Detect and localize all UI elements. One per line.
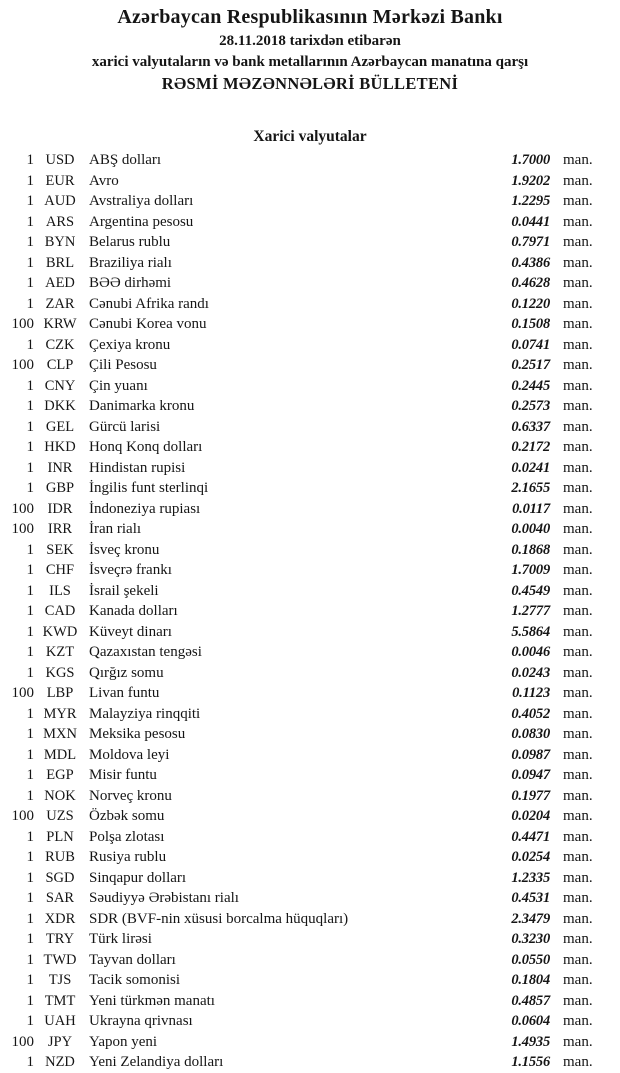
- rate-row: [0, 929, 620, 950]
- currency-name-cell: Hindistan rupisi: [89, 459, 186, 476]
- currency-name-cell: Tayvan dolları: [89, 951, 176, 968]
- quantity-cell: 1: [26, 398, 34, 414]
- currency-code-cell: DKK: [44, 398, 76, 414]
- currency-name-cell: ABŞ dolları: [89, 152, 162, 168]
- rate-row: [0, 909, 620, 930]
- currency-code-cell: MXN: [43, 726, 77, 742]
- rate-row: [0, 335, 620, 356]
- currency-code-cell: SGD: [45, 869, 75, 886]
- rate-value-cell: 0.1977: [511, 787, 550, 804]
- unit-cell: man.: [563, 541, 593, 558]
- quantity-cell: 1: [26, 992, 34, 1009]
- currency-name-cell: Braziliya rialı: [89, 254, 172, 271]
- rate-value-cell: 0.4549: [511, 582, 550, 599]
- currency-code-cell: PLN: [46, 828, 74, 845]
- rate-row: [0, 1052, 620, 1073]
- rate-row: [0, 827, 620, 848]
- currency-name-cell: Livan funtu: [89, 685, 160, 701]
- currency-name-cell: İsveç kronu: [89, 541, 160, 558]
- rate-row: [0, 150, 620, 171]
- quantity-cell: 1: [26, 193, 34, 209]
- unit-cell: man.: [563, 398, 593, 414]
- currency-code-cell: SEK: [46, 541, 74, 558]
- rate-value-cell: 1.2295: [511, 193, 550, 209]
- currency-name-cell: Yeni türkmən manatı: [89, 992, 215, 1009]
- rate-value-cell: 0.2517: [511, 357, 550, 373]
- quantity-cell: 100: [11, 357, 34, 373]
- unit-cell: man.: [563, 644, 593, 660]
- currency-name-cell: Argentina pesosu: [89, 213, 194, 230]
- quantity-cell: 1: [26, 705, 34, 722]
- currency-name-cell: İsveçrə frankı: [89, 562, 172, 578]
- unit-cell: man.: [563, 623, 593, 640]
- currency-code-cell: JPY: [47, 1033, 73, 1050]
- rate-value-cell: 0.4531: [511, 890, 550, 906]
- rate-value-cell: 0.0947: [511, 767, 550, 783]
- rate-row: [0, 581, 620, 602]
- rate-row: [0, 212, 620, 233]
- quantity-cell: 1: [26, 828, 34, 845]
- rate-row: [0, 253, 620, 274]
- exchange-rates-table: [0, 150, 620, 1073]
- currency-code-cell: UZS: [46, 808, 74, 824]
- unit-cell: man.: [563, 767, 593, 783]
- unit-cell: man.: [563, 1013, 593, 1029]
- currency-name-cell: Çin yuanı: [89, 377, 148, 394]
- rate-value-cell: 0.7971: [511, 234, 550, 250]
- rate-value-cell: 0.0241: [511, 459, 550, 476]
- rate-value-cell: 0.0117: [512, 500, 550, 517]
- quantity-cell: 1: [26, 152, 34, 168]
- rate-row: [0, 232, 620, 253]
- unit-cell: man.: [563, 603, 593, 619]
- currency-name-cell: İndoneziya rupiası: [89, 500, 201, 517]
- currency-name-cell: Malayziya rinqqiti: [89, 705, 201, 722]
- rate-value-cell: 0.2445: [511, 377, 550, 394]
- rate-value-cell: 0.0550: [511, 951, 550, 968]
- rate-row: [0, 786, 620, 807]
- unit-cell: man.: [563, 849, 593, 865]
- unit-cell: man.: [563, 787, 593, 804]
- rate-row: [0, 355, 620, 376]
- rate-row: [0, 806, 620, 827]
- rate-row: [0, 663, 620, 684]
- currency-code-cell: KRW: [43, 316, 77, 332]
- unit-cell: man.: [563, 152, 593, 168]
- currency-code-cell: BRL: [45, 254, 75, 271]
- unit-cell: man.: [563, 418, 593, 435]
- currency-code-cell: KZT: [45, 644, 75, 660]
- currency-name-cell: Səudiyyə Ərəbistanı rialı: [89, 890, 239, 906]
- quantity-cell: 1: [26, 582, 34, 599]
- rate-row: [0, 991, 620, 1012]
- rate-value-cell: 1.9202: [511, 172, 550, 189]
- rate-value-cell: 0.4471: [511, 828, 550, 845]
- rate-row: [0, 704, 620, 725]
- quantity-cell: 1: [26, 234, 34, 250]
- unit-cell: man.: [563, 992, 593, 1009]
- quantity-cell: 1: [26, 1054, 34, 1070]
- rate-row: [0, 1011, 620, 1032]
- rate-row: [0, 519, 620, 540]
- quantity-cell: 1: [26, 890, 34, 906]
- currency-name-cell: Gürcü larisi: [89, 418, 161, 435]
- rate-value-cell: 0.4628: [511, 275, 550, 291]
- currency-code-cell: CNY: [44, 377, 76, 394]
- rate-row: [0, 868, 620, 889]
- section-title-foreign-currencies: Xarici valyutalar: [253, 128, 367, 145]
- rate-value-cell: 0.6337: [511, 418, 550, 435]
- currency-code-cell: INR: [47, 459, 73, 476]
- currency-name-cell: Honq Konq dolları: [89, 439, 203, 455]
- unit-cell: man.: [563, 562, 593, 578]
- rate-value-cell: 1.7000: [511, 152, 550, 168]
- currency-code-cell: EGP: [46, 767, 74, 783]
- currency-name-cell: Cənubi Korea vonu: [89, 316, 207, 332]
- unit-cell: man.: [563, 828, 593, 845]
- unit-cell: man.: [563, 275, 593, 291]
- currency-name-cell: Norveç kronu: [89, 787, 172, 804]
- quantity-cell: 1: [26, 254, 34, 271]
- bulletin-subtitle: xarici valyutaların və bank metallarının Azərbaycan manatına qarşı: [91, 54, 529, 70]
- currency-code-cell: MYR: [43, 705, 77, 722]
- rate-value-cell: 1.7009: [511, 562, 550, 578]
- quantity-cell: 1: [26, 787, 34, 804]
- rate-value-cell: 0.0987: [511, 746, 550, 763]
- unit-cell: man.: [563, 295, 593, 312]
- rate-row: [0, 478, 620, 499]
- quantity-cell: 1: [26, 418, 34, 435]
- currency-code-cell: KWD: [42, 623, 78, 640]
- quantity-cell: 1: [26, 172, 34, 189]
- currency-code-cell: NOK: [44, 787, 76, 804]
- unit-cell: man.: [563, 336, 593, 353]
- rate-value-cell: 0.2573: [511, 398, 550, 414]
- currency-code-cell: CZK: [45, 336, 75, 353]
- quantity-cell: 1: [26, 562, 34, 578]
- effective-date-line: 28.11.2018 tarixdən etibarən: [219, 33, 401, 49]
- rate-value-cell: 0.0040: [511, 521, 550, 537]
- rate-row: [0, 601, 620, 622]
- rate-row: [0, 847, 620, 868]
- currency-name-cell: Qazaxıstan tengəsi: [89, 644, 202, 660]
- unit-cell: man.: [563, 746, 593, 763]
- rate-value-cell: 0.1123: [512, 685, 550, 701]
- unit-cell: man.: [563, 705, 593, 722]
- currency-name-cell: Kanada dolları: [89, 603, 178, 619]
- currency-name-cell: İran rialı: [89, 521, 142, 537]
- rate-value-cell: 5.5864: [511, 623, 550, 640]
- unit-cell: man.: [563, 357, 593, 373]
- quantity-cell: 1: [26, 377, 34, 394]
- quantity-cell: 1: [26, 931, 34, 947]
- quantity-cell: 1: [26, 439, 34, 455]
- currency-code-cell: IRR: [47, 521, 73, 537]
- unit-cell: man.: [563, 459, 593, 476]
- rate-row: [0, 171, 620, 192]
- rate-row: [0, 499, 620, 520]
- rate-value-cell: 0.0441: [511, 213, 550, 230]
- rate-row: [0, 1032, 620, 1053]
- rate-row: [0, 437, 620, 458]
- rate-row: [0, 314, 620, 335]
- currency-name-cell: SDR (BVF-nin xüsusi borcalma hüquqları): [89, 910, 349, 927]
- quantity-cell: 1: [26, 869, 34, 886]
- rate-row: [0, 642, 620, 663]
- rate-value-cell: 0.1868: [511, 541, 550, 558]
- rate-value-cell: 2.1655: [511, 480, 550, 496]
- currency-name-cell: Belarus rublu: [89, 234, 171, 250]
- unit-cell: man.: [563, 521, 593, 537]
- currency-code-cell: MDL: [43, 746, 77, 763]
- currency-name-cell: Misir funtu: [89, 767, 157, 783]
- rate-row: [0, 970, 620, 991]
- rate-row: [0, 683, 620, 704]
- quantity-cell: 1: [26, 726, 34, 742]
- unit-cell: man.: [563, 808, 593, 824]
- currency-code-cell: HKD: [44, 439, 76, 455]
- unit-cell: man.: [563, 726, 593, 742]
- rate-row: [0, 540, 620, 561]
- unit-cell: man.: [563, 1054, 593, 1070]
- unit-cell: man.: [563, 972, 593, 988]
- currency-name-cell: Çili Pesosu: [89, 357, 157, 373]
- rate-row: [0, 560, 620, 581]
- bulletin-header: [0, 0, 620, 95]
- bulletin-title: RƏSMİ MƏZƏNNƏLƏRİ BÜLLETENİ: [161, 74, 459, 93]
- currency-code-cell: RUB: [45, 849, 75, 865]
- rate-row: [0, 622, 620, 643]
- currency-name-cell: Çexiya kronu: [89, 336, 171, 353]
- quantity-cell: 100: [11, 1033, 34, 1050]
- rate-value-cell: 0.4052: [511, 705, 550, 722]
- currency-code-cell: LBP: [46, 685, 74, 701]
- quantity-cell: 100: [11, 685, 34, 701]
- currency-code-cell: USD: [45, 152, 75, 168]
- rate-value-cell: 0.0604: [511, 1013, 550, 1029]
- currency-name-cell: Sinqapur dolları: [89, 869, 187, 886]
- currency-name-cell: Cənubi Afrika randı: [89, 295, 209, 312]
- quantity-cell: 1: [26, 664, 34, 681]
- currency-code-cell: SAR: [45, 890, 75, 906]
- quantity-cell: 100: [11, 521, 34, 537]
- currency-code-cell: GEL: [45, 418, 75, 435]
- quantity-cell: 1: [26, 623, 34, 640]
- quantity-cell: 100: [11, 316, 34, 332]
- currency-name-cell: Avstraliya dolları: [89, 193, 194, 209]
- rate-row: [0, 745, 620, 766]
- rate-value-cell: 1.2335: [511, 869, 550, 886]
- rate-row: [0, 458, 620, 479]
- quantity-cell: 1: [26, 336, 34, 353]
- quantity-cell: 100: [11, 808, 34, 824]
- currency-name-cell: Moldova leyi: [89, 746, 170, 763]
- rate-row: [0, 724, 620, 745]
- rate-row: [0, 376, 620, 397]
- currency-code-cell: XDR: [44, 910, 76, 927]
- currency-code-cell: ARS: [45, 213, 75, 230]
- currency-name-cell: Qırğız somu: [89, 664, 164, 681]
- unit-cell: man.: [563, 377, 593, 394]
- rate-value-cell: 0.4857: [511, 992, 550, 1009]
- currency-code-cell: BYN: [44, 234, 76, 250]
- rate-value-cell: 0.0243: [511, 664, 550, 681]
- currency-code-cell: TJS: [48, 972, 72, 988]
- quantity-cell: 1: [26, 972, 34, 988]
- quantity-cell: 1: [26, 951, 34, 968]
- quantity-cell: 100: [11, 500, 34, 517]
- currency-code-cell: TRY: [45, 931, 75, 947]
- rate-value-cell: 2.3479: [511, 910, 550, 927]
- currency-code-cell: AED: [45, 275, 75, 291]
- rate-row: [0, 191, 620, 212]
- quantity-cell: 1: [26, 295, 34, 312]
- unit-cell: man.: [563, 439, 593, 455]
- quantity-cell: 1: [26, 213, 34, 230]
- rate-value-cell: 0.0204: [511, 808, 550, 824]
- currency-code-cell: GBP: [45, 480, 75, 496]
- rate-value-cell: 1.2777: [511, 603, 550, 619]
- unit-cell: man.: [563, 254, 593, 271]
- rate-value-cell: 1.4935: [511, 1033, 550, 1050]
- quantity-cell: 1: [26, 644, 34, 660]
- unit-cell: man.: [563, 316, 593, 332]
- quantity-cell: 1: [26, 746, 34, 763]
- currency-name-cell: Yapon yeni: [89, 1033, 158, 1050]
- unit-cell: man.: [563, 685, 593, 701]
- currency-code-cell: CHF: [45, 562, 75, 578]
- quantity-cell: 1: [26, 275, 34, 291]
- currency-code-cell: ZAR: [45, 295, 75, 312]
- rate-value-cell: 0.3230: [511, 931, 550, 947]
- currency-code-cell: CAD: [44, 603, 76, 619]
- rate-value-cell: 0.0741: [511, 336, 550, 353]
- rate-row: [0, 765, 620, 786]
- currency-name-cell: Küveyt dinarı: [89, 623, 172, 640]
- unit-cell: man.: [563, 582, 593, 599]
- currency-name-cell: Türk lirəsi: [89, 931, 152, 947]
- unit-cell: man.: [563, 664, 593, 681]
- currency-code-cell: KGS: [45, 664, 75, 681]
- quantity-cell: 1: [26, 1013, 34, 1029]
- unit-cell: man.: [563, 910, 593, 927]
- currency-name-cell: Avro: [89, 172, 119, 189]
- currency-name-cell: BƏƏ dirhəmi: [89, 275, 172, 291]
- currency-name-cell: Rusiya rublu: [89, 849, 167, 865]
- quantity-cell: 1: [26, 603, 34, 619]
- currency-code-cell: IDR: [47, 500, 73, 517]
- unit-cell: man.: [563, 193, 593, 209]
- unit-cell: man.: [563, 931, 593, 947]
- rate-row: [0, 417, 620, 438]
- quantity-cell: 1: [26, 849, 34, 865]
- rate-value-cell: 0.2172: [511, 439, 550, 455]
- currency-name-cell: Özbək somu: [89, 808, 165, 824]
- currency-name-cell: Ukrayna qrivnası: [89, 1013, 193, 1029]
- rate-value-cell: 0.0254: [511, 849, 550, 865]
- rate-row: [0, 273, 620, 294]
- currency-name-cell: Meksika pesosu: [89, 726, 186, 742]
- rate-row: [0, 294, 620, 315]
- rate-value-cell: 0.0046: [511, 644, 550, 660]
- unit-cell: man.: [563, 951, 593, 968]
- currency-name-cell: İsrail şekeli: [89, 582, 159, 599]
- quantity-cell: 1: [26, 767, 34, 783]
- currency-name-cell: İngilis funt sterlinqi: [89, 480, 209, 496]
- currency-code-cell: CLP: [46, 357, 74, 373]
- rate-value-cell: 0.1508: [511, 316, 550, 332]
- rate-row: [0, 396, 620, 417]
- quantity-cell: 1: [26, 480, 34, 496]
- rate-row: [0, 950, 620, 971]
- unit-cell: man.: [563, 213, 593, 230]
- currency-code-cell: NZD: [45, 1054, 75, 1070]
- currency-code-cell: TMT: [44, 992, 76, 1009]
- bank-name-title: Azərbaycan Respublikasının Mərkəzi Bankı: [117, 6, 503, 28]
- rate-value-cell: 0.4386: [511, 254, 550, 271]
- quantity-cell: 1: [26, 459, 34, 476]
- unit-cell: man.: [563, 500, 593, 517]
- rate-value-cell: 1.1556: [511, 1054, 550, 1070]
- rate-value-cell: 0.1220: [511, 295, 550, 312]
- rate-row: [0, 888, 620, 909]
- currency-code-cell: UAH: [44, 1013, 76, 1029]
- currency-code-cell: ILS: [49, 582, 71, 599]
- currency-code-cell: AUD: [44, 193, 76, 209]
- unit-cell: man.: [563, 890, 593, 906]
- unit-cell: man.: [563, 869, 593, 886]
- currency-code-cell: TWD: [43, 951, 77, 968]
- currency-name-cell: Yeni Zelandiya dolları: [89, 1054, 224, 1070]
- unit-cell: man.: [563, 1033, 593, 1050]
- currency-name-cell: Danimarka kronu: [89, 398, 195, 414]
- unit-cell: man.: [563, 480, 593, 496]
- rate-value-cell: 0.0830: [511, 726, 550, 742]
- currency-name-cell: Polşa zlotası: [89, 828, 165, 845]
- currency-name-cell: Tacik somonisi: [89, 972, 181, 988]
- quantity-cell: 1: [26, 541, 34, 558]
- quantity-cell: 1: [26, 910, 34, 927]
- rate-value-cell: 0.1804: [511, 972, 550, 988]
- unit-cell: man.: [563, 234, 593, 250]
- unit-cell: man.: [563, 172, 593, 189]
- currency-code-cell: EUR: [45, 172, 75, 189]
